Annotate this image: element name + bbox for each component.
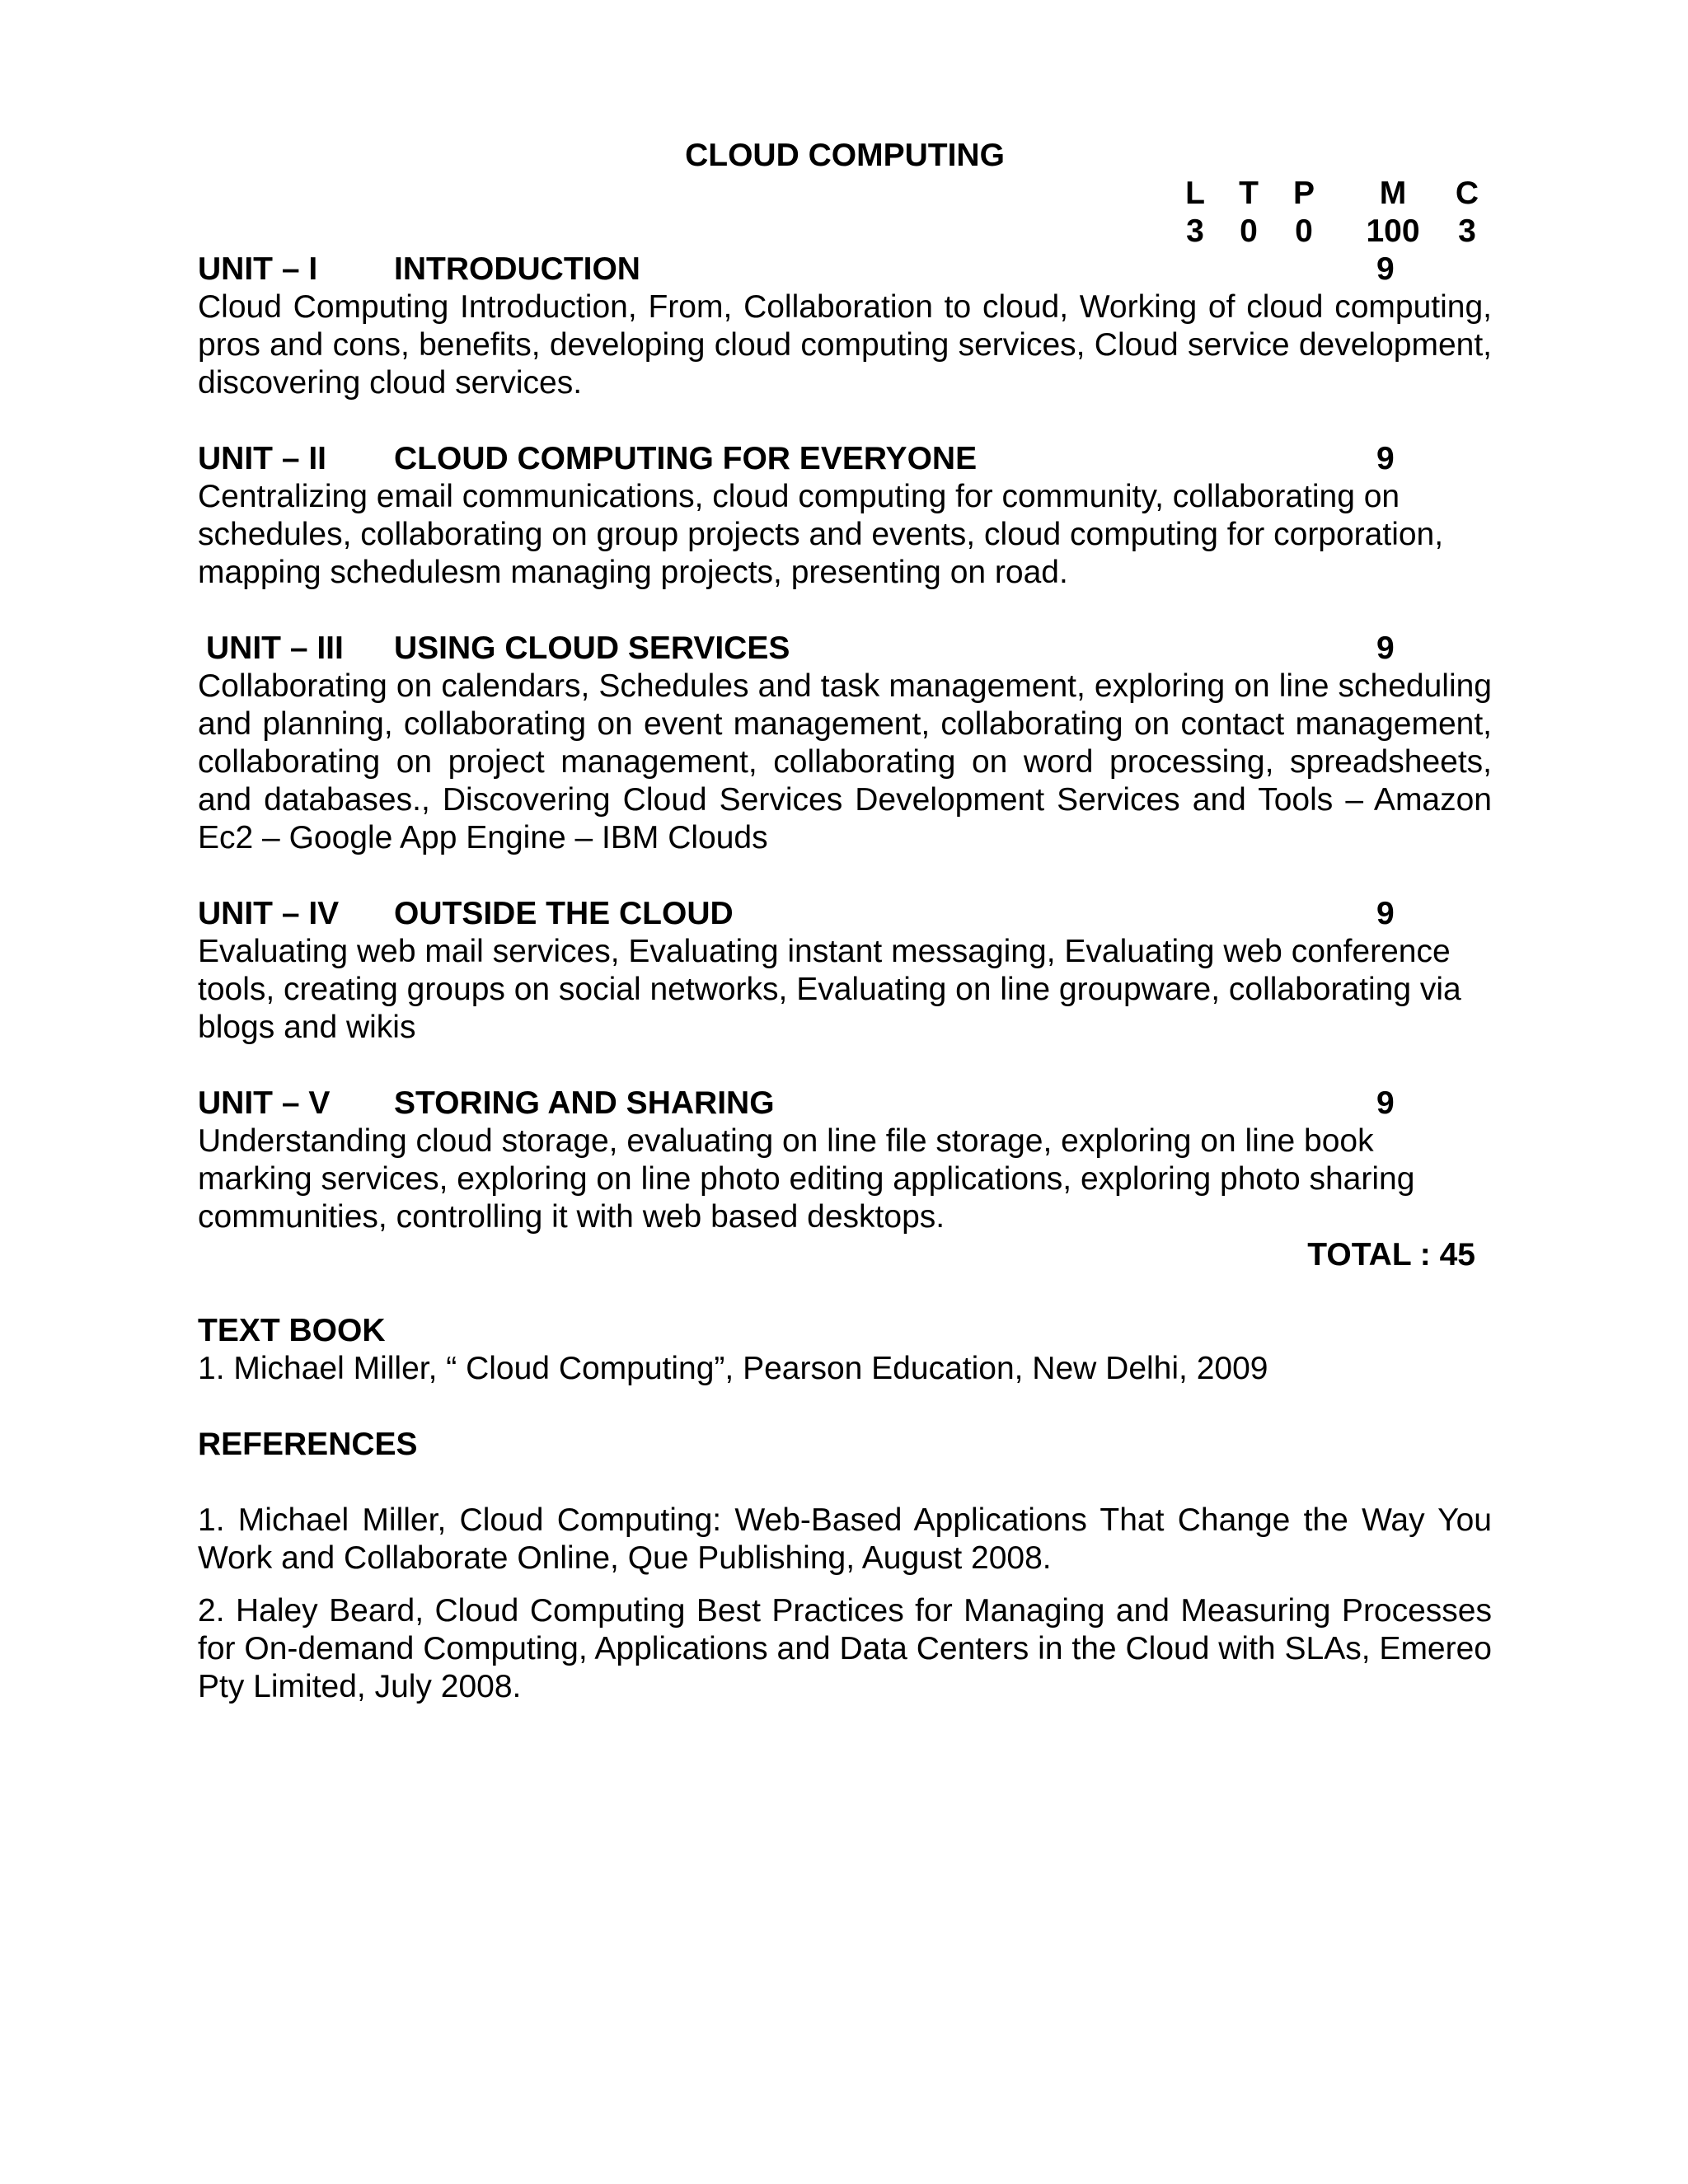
credit-value-t: 0 (1240, 213, 1258, 249)
textbook-item: 1. Michael Miller, “ Cloud Computing”, Pearson Education, New Delhi, 2009 (198, 1351, 1268, 1386)
unit-3-heading (198, 630, 1492, 668)
unit-1-hours: 9 (1376, 251, 1395, 287)
credit-value-p: 0 (1295, 213, 1313, 249)
total-hours: TOTAL : 45 (1307, 1237, 1475, 1272)
reference-item-1: 1. Michael Miller, Cloud Computing: Web-Based Applications That Change the Way You Work and Collaborate Online, Que Publishing, August 2008. (198, 1502, 1492, 1576)
page-title: CLOUD COMPUTING (685, 138, 1005, 173)
unit-5-title: STORING AND SHARING (394, 1085, 775, 1121)
credit-header-p: P (1292, 176, 1315, 211)
unit-3-title: USING CLOUD SERVICES (394, 630, 790, 666)
credits-table (198, 175, 1492, 251)
credit-value-l: 3 (1186, 213, 1204, 249)
unit-1-heading (198, 251, 1492, 288)
unit-1-number: UNIT – I (198, 251, 318, 287)
unit-5-body: Understanding cloud storage, evaluating on line file storage, exploring on line book marking services, exploring on line photo editing applications, exploring photo sharing communities, controlling it with web based desktops. (198, 1123, 1415, 1235)
textbook-heading: TEXT BOOK (198, 1313, 386, 1348)
unit-5-hours: 9 (1376, 1085, 1395, 1121)
unit-5-number: UNIT – V (198, 1085, 331, 1121)
references-heading: REFERENCES (198, 1427, 418, 1462)
credit-header-t: T (1239, 176, 1259, 211)
syllabus-page (198, 132, 1492, 1706)
credit-value-m: 100 (1366, 213, 1420, 249)
unit-5-heading (198, 1085, 1492, 1122)
unit-3-hours: 9 (1376, 630, 1395, 666)
unit-1-title: INTRODUCTION (394, 251, 640, 287)
unit-1-body: Cloud Computing Introduction, From, Collaboration to cloud, Working of cloud computing, pros and cons, benefits, developing cloud computing services, Cloud service development, discovering cloud services. (198, 289, 1492, 401)
unit-2-number: UNIT – II (198, 441, 327, 476)
unit-2-body: Centralizing email communications, cloud computing for community, collaborating on schedules, collaborating on group projects and events, cloud computing for corporation, mapping schedulesm managing projects, presenting on road. (198, 479, 1444, 590)
credit-header-c: C (1455, 176, 1479, 211)
unit-4-number: UNIT – IV (198, 896, 340, 931)
unit-4-heading (198, 895, 1492, 933)
credit-value-c: 3 (1458, 213, 1476, 249)
unit-4-body: Evaluating web mail services, Evaluating instant messaging, Evaluating web conference tools, creating groups on social networks, Evaluating on line groupware, collaborating via blogs and wikis (198, 934, 1461, 1045)
unit-3-body: Collaborating on calendars, Schedules and task management, exploring on line scheduling and planning, collaborating on event management, collaborating on contact management, collaborating on project management, collaborating on word processing, spreadsheets, and databases., Discovering Cloud Services Development Services and Tools – Amazon Ec2 – Google App Engine – IBM Clouds (198, 668, 1492, 855)
unit-2-heading (198, 440, 1492, 478)
credit-header-m: M (1379, 176, 1407, 211)
reference-item-2: 2. Haley Beard, Cloud Computing Best Practices for Managing and Measuring Processes for On-demand Computing, Applications and Data Centers in the Cloud with SLAs, Emereo Pty Limited, July 2008. (198, 1593, 1492, 1704)
unit-4-title: OUTSIDE THE CLOUD (394, 896, 734, 931)
unit-2-hours: 9 (1376, 441, 1395, 476)
unit-3-number: UNIT – III (206, 630, 344, 666)
credit-header-l: L (1185, 176, 1205, 211)
unit-4-hours: 9 (1376, 896, 1395, 931)
unit-2-title: CLOUD COMPUTING FOR EVERYONE (394, 441, 978, 476)
